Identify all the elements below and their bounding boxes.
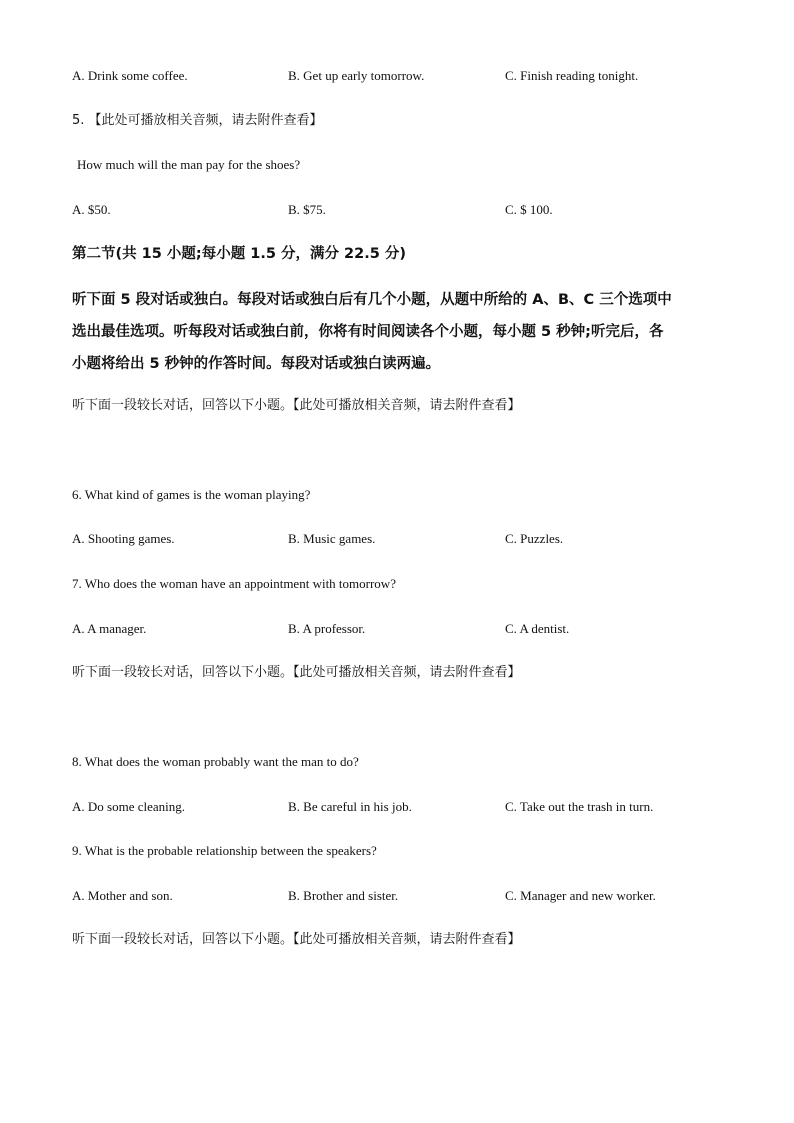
q4-option-b: B. Get up early tomorrow. [288,68,425,83]
dialog-prompt: 听下面一段较长对话，回答以下小题。【此处可播放相关音频，请去附件查看】 [72,932,521,947]
q6-option-a: A. Shooting games. [72,531,175,546]
instruction-line: 小题将给出 5 秒钟的作答时间。每段对话或独白读两遍。 [72,356,441,372]
section-instructions [72,284,724,380]
q7-options [72,621,732,637]
q7-question: 7. Who does the woman have an appointment with tomorrow? [72,576,396,591]
q4-option-c: C. Finish reading tonight. [505,68,639,83]
q8-question: 8. What does the woman probably want the man to do? [72,754,359,769]
q8-option-a: A. Do some cleaning. [72,799,186,814]
q9-option-c: C. Manager and new worker. [505,888,656,903]
q5-audio-header: 5. 【此处可播放相关音频，请去附件查看】 [72,113,323,128]
dialog-prompt: 听下面一段较长对话，回答以下小题。【此处可播放相关音频，请去附件查看】 [72,398,521,413]
q4-option-a: A. Drink some coffee. [72,68,188,83]
q5-option-a: A. $50. [72,202,111,217]
q9-option-b: B. Brother and sister. [288,888,399,903]
q8-options [72,799,732,815]
q6-option-c: C. Puzzles. [505,531,564,546]
instruction-line: 选出最佳选项。听每段对话或独白前，你将有时间阅读各个小题，每小题 5 秒钟;听完后，各 [72,324,664,340]
q7-option-a: A. A manager. [72,621,147,636]
q7-option-c: C. A dentist. [505,621,570,636]
q9-question: 9. What is the probable relationship between the speakers? [72,843,377,858]
q6-question: 6. What kind of games is the woman playing? [72,487,311,502]
q9-options [72,888,732,904]
q4-options [72,68,732,84]
instruction-line: 听下面 5 段对话或独白。每段对话或独白后有几个小题，从题中所给的 A、B、C 三个选项中 [72,292,672,308]
q9-option-a: A. Mother and son. [72,888,173,903]
q5-option-b: B. $75. [288,202,326,217]
q8-option-c: C. Take out the trash in turn. [505,799,654,814]
section-title: 第二节(共 15 小题;每小题 1.5 分，满分 22.5 分) [72,246,406,262]
q6-options [72,531,732,547]
q5-options [72,202,732,218]
q5-option-c: C. $ 100. [505,202,553,217]
q8-option-b: B. Be careful in his job. [288,799,412,814]
q7-option-b: B. A professor. [288,621,366,636]
q6-option-b: B. Music games. [288,531,376,546]
q5-question: How much will the man pay for the shoes? [77,157,301,172]
dialog-prompt: 听下面一段较长对话，回答以下小题。【此处可播放相关音频，请去附件查看】 [72,665,521,680]
